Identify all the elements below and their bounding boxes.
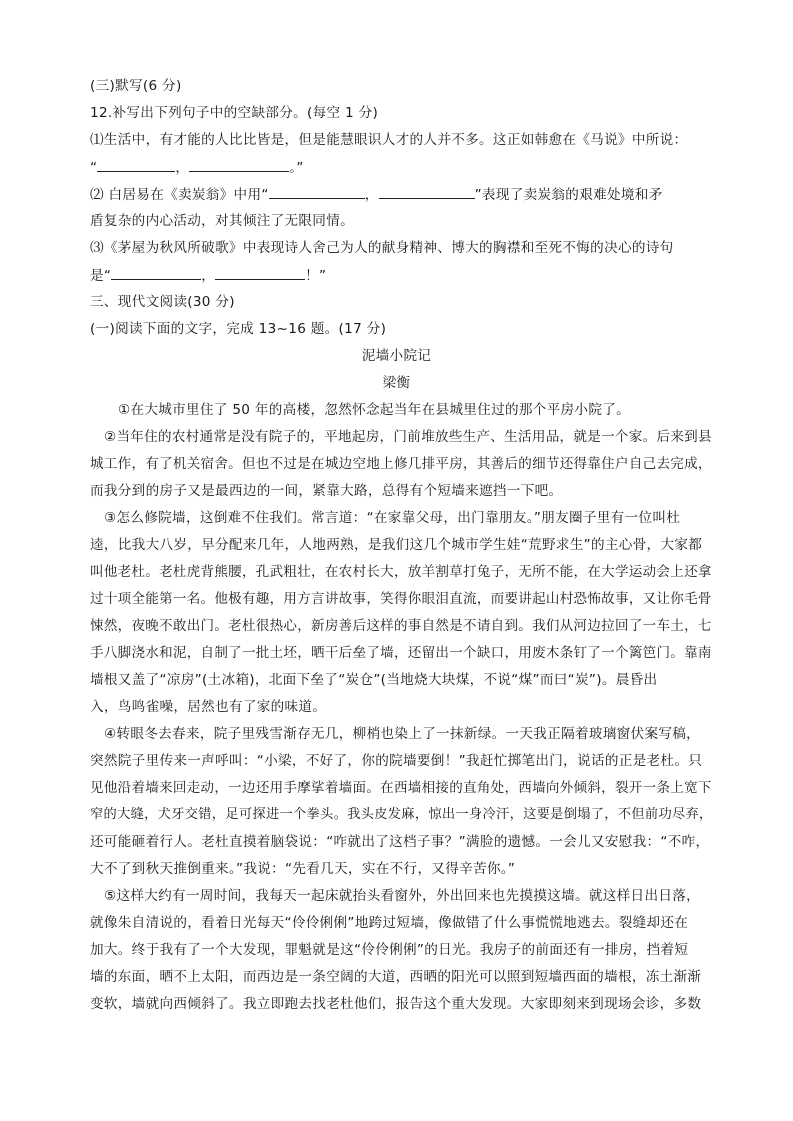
article-line: 就像朱自清说的，看着日光每天“伶伶俐俐”地跨过短墙，像做错了什么事慌慌地逃去。裂缝却还在 bbox=[90, 915, 689, 931]
article-line: 加大。终于我有了一个大发现，罪魁就是这“伶伶俐俐”的日光。我房子的前面还有一排房，挡着短 bbox=[90, 942, 689, 958]
item3-suffix: ！” bbox=[305, 268, 327, 284]
article-line: ③怎么修院墙，这倒难不住我们。常言道：“在家靠父母，出门靠朋友。”朋友圈子里有一位叫杜 bbox=[104, 510, 681, 526]
article-line: 大不了到秋天推倒重来。”我说：“先看几天，实在不行，又得辛苦你。” bbox=[90, 861, 516, 877]
section-heading-dictation: (三)默写(6 分) bbox=[90, 78, 182, 94]
fill-blank-3[interactable] bbox=[269, 184, 365, 199]
item3-prefix: 是“ bbox=[90, 268, 112, 284]
part3-heading: 三、现代文阅读(30 分) bbox=[90, 294, 235, 310]
article-line: ⑤这样大约有一周时间，我每天一起床就抬头看窗外，外出回来也先摸摸这墙。就这样日出日落， bbox=[104, 888, 701, 904]
item1-line1: ⑴生活中，有才能的人比比皆是，但是能慧眼识人才的人并不多。这正如韩愈在《马说》中所说： bbox=[90, 132, 688, 148]
item2-prefix: ⑵ 白居易在《卖炭翁》中用“ bbox=[90, 187, 269, 203]
article-line: 而我分到的房子又是最西边的一间，紧靠大路，总得有个短墙来遮挡一下吧。 bbox=[90, 483, 563, 499]
article-line: 城工作，有了机关宿舍。但也不过是在城边空地上修几排平房，其善后的细节还得靠住户自己去完成， bbox=[90, 456, 712, 472]
article-line: ②当年住的农村通常是没有院子的，平地起房，门前堆放些生产、生活用品，就是一个家。后来到县 bbox=[104, 429, 712, 445]
article-line: 叫他老杜。老杜虎背熊腰，孔武粗壮，在农村长大，放羊割草打兔子，无所不能，在大学运动会上还拿 bbox=[90, 564, 712, 580]
article-line: 过十项全能第一名。他极有趣，用方言讲故事，笑得你眼泪直流，而要讲起山村恐怖故事，又让你毛骨 bbox=[90, 591, 712, 607]
article-line: 入，鸟鸣雀噪，居然也有了家的味道。 bbox=[90, 699, 327, 715]
article-line: ④转眼冬去春来，院子里残雪渐存无几，柳梢也染上了一抹新绿。一天我正隔着玻璃窗伏案写稿， bbox=[104, 726, 701, 742]
fill-blank-2[interactable] bbox=[189, 157, 289, 172]
article-line: ①在大城市里住了 50 年的高楼，忽然怀念起当年在县城里住过的那个平房小院了。 bbox=[118, 402, 631, 418]
item3-comma: ， bbox=[201, 268, 216, 284]
item1-open-quote: “ bbox=[90, 160, 98, 176]
item1-comma: ， bbox=[175, 160, 190, 176]
article-line: 手八脚浇水和泥，自制了一批土坯，晒干后垒了墙，还留出一个缺口，用废木条钉了一个篱笆门。靠南 bbox=[90, 645, 712, 661]
article-line: 见他沿着墙来回走动，一边还用手摩挲着墙面。在西墙相接的直角处，西墙向外倾斜，裂开一条上宽下 bbox=[90, 780, 712, 796]
item2-line2: 盾复杂的内心活动，对其倾注了无限同情。 bbox=[90, 213, 354, 229]
item1-close-quote: 。” bbox=[289, 160, 304, 176]
item2-comma: ， bbox=[364, 187, 379, 203]
question-12-title: 12.补写出下列句子中的空缺部分。(每空 1 分) bbox=[90, 105, 379, 121]
article-line: 逵，比我大八岁，早分配来几年，人地两熟，是我们这几个城市学生娃“荒野求生”的主心骨，大家都 bbox=[90, 537, 703, 553]
fill-blank-6[interactable] bbox=[215, 265, 305, 280]
article-line: 悚然，夜晚不敢出门。老杜很热心，新房善后这样的事自然是不请自到。我们从河边拉回了一车土，七 bbox=[90, 618, 712, 634]
fill-blank-4[interactable] bbox=[379, 184, 475, 199]
article-line: 窄的大缝，犬牙交错，足可探进一个拳头。我头皮发麻，惊出一身冷汗，这要是倒塌了，不但前功尽弃， bbox=[90, 807, 713, 822]
article-title: 泥墙小院记 bbox=[361, 348, 432, 364]
article-line: 墙根又盖了“凉房”(土冰箱)，北面下垒了“炭仓”(当地烧大块煤，不说“煤”而曰“炭”)。晨昏出 bbox=[90, 672, 658, 688]
fill-blank-5[interactable] bbox=[111, 265, 201, 280]
item1-line2 bbox=[90, 157, 702, 178]
item2-suffix: ”表现了卖炭翁的艰难处境和矛 bbox=[474, 187, 663, 203]
item3-line2 bbox=[90, 265, 702, 286]
article-author: 梁衡 bbox=[382, 375, 411, 391]
fill-blank-1[interactable] bbox=[97, 157, 175, 172]
item3-line1: ⑶《茅屋为秋风所破歌》中表现诗人舍己为人的献身精神、博大的胸襟和至死不悔的决心的诗句 bbox=[90, 240, 674, 256]
article-line: 突然院子里传来一声呼叫：“小梁，不好了，你的院墙要倒！”我赶忙掷笔出门，说话的正是老杜。只 bbox=[90, 753, 703, 769]
article-line: 还可能砸着行人。老杜直摸着脑袋说：“咋就出了这档子事？”满脸的遗憾。一会儿又安慰我：“不咋， bbox=[90, 834, 710, 850]
part3-sub1: (一)阅读下面的文字，完成 13~16 题。(17 分) bbox=[90, 321, 387, 337]
item2-line1 bbox=[90, 184, 702, 205]
article-line: 墙的东面，晒不上太阳，而西边是一条空阔的大道，西晒的阳光可以照到短墙西面的墙根，冻土渐渐 bbox=[90, 969, 702, 985]
article-line: 变软，墙就向西倾斜了。我立即跑去找老杜他们，报告这个重大发现。大家即刻来到现场会诊，多数 bbox=[90, 996, 702, 1012]
